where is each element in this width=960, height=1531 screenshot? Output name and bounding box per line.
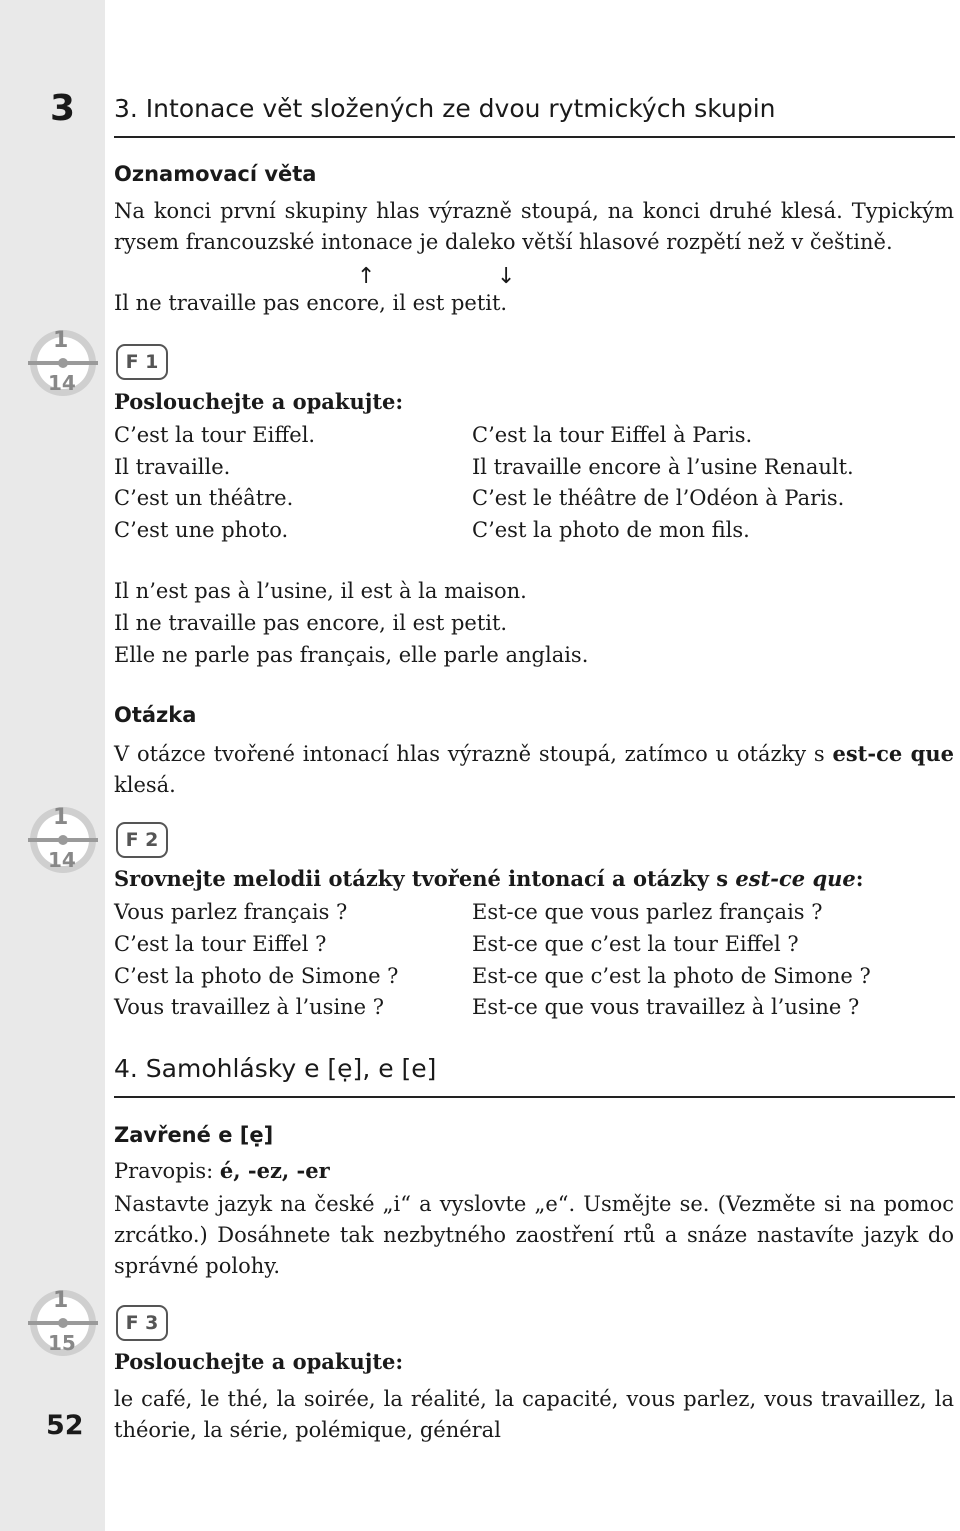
f2-right-item: Est-ce que c’est la photo de Simone ?	[472, 964, 871, 988]
section-4-rule	[114, 1096, 955, 1098]
section-3-rule	[114, 136, 955, 138]
track-label-f2: F 2	[116, 822, 168, 858]
f2-left-item: C’est la photo de Simone ?	[114, 964, 399, 988]
f1-left-item: C’est la tour Eiffel.	[114, 423, 316, 447]
f1-left-item: C’est un théâtre.	[114, 486, 294, 510]
otazka-text-c: klesá.	[114, 773, 176, 797]
f1-right-item: Il travaille encore à l’usine Renault.	[472, 455, 854, 479]
cd-disc-number: 1	[53, 328, 69, 353]
f2-right-item: Est-ce que c’est la tour Eiffel ?	[472, 932, 799, 956]
f3-instruction: Poslouchejte a opakujte:	[114, 1349, 404, 1374]
f2-left-item: Vous travaillez à l’usine ?	[114, 995, 385, 1019]
chapter-number: 3	[50, 88, 76, 129]
zavrene-paragraph: Nastavte jazyk na české „i“ a vyslovte „e“. Usmějte se. (Vezměte si na pomoc zrcátko.) Dosáhnete tak nezbytného zaostření rtů a snáze nastavíte jazyk do správné polohy.	[114, 1192, 954, 1278]
otazka-text-a: V otázce tvořené intonací hlas výrazně stoupá, zatímco u otázky s	[114, 742, 833, 766]
oznamovaci-heading: Oznamovací věta	[114, 162, 317, 186]
f1-extra-item: Il ne travaille pas encore, il est petit.	[114, 611, 508, 635]
f1-extra-item: Elle ne parle pas français, elle parle anglais.	[114, 643, 589, 667]
f2-right-item: Est-ce que vous parlez français ?	[472, 900, 823, 924]
f2-instruction-c: :	[855, 866, 864, 891]
oznamovaci-paragraph: Na konci první skupiny hlas výrazně stoupá, na konci druhé klesá. Typickým rysem francouzské intonace je daleko větší hlasové rozpětí než v češtině.	[114, 199, 954, 254]
arrow-down-icon: ↓	[497, 264, 516, 289]
f2-right-item: Est-ce que vous travaillez à l’usine ?	[472, 995, 860, 1019]
f1-right-item: C’est la tour Eiffel à Paris.	[472, 423, 753, 447]
otazka-heading: Otázka	[114, 703, 197, 727]
f1-left-item: Il travaille.	[114, 455, 231, 479]
f1-right-item: C’est le théâtre de l’Odéon à Paris.	[472, 486, 845, 510]
cd-track-number: 14	[48, 371, 76, 395]
cd-disc-number: 1	[53, 805, 69, 830]
oznamovaci-example: Il ne travaille pas encore, il est petit.	[114, 291, 508, 315]
track-label-f3: F 3	[116, 1305, 168, 1341]
f3-word-list: le café, le thé, la soirée, la réalité, la capacité, vous parlez, vous travaillez, la théorie, la série, polémique, général	[114, 1387, 954, 1442]
arrow-up-icon: ↑	[357, 264, 376, 289]
pravopis-label: Pravopis:	[114, 1159, 220, 1183]
f2-instruction-italic: est-ce que	[735, 866, 856, 891]
cd-track-number: 14	[48, 848, 76, 872]
f1-left-item: C’est une photo.	[114, 518, 289, 542]
cd-track-number: 15	[48, 1331, 76, 1355]
pravopis-value: é, -ez, -er	[219, 1158, 330, 1183]
f2-left-item: Vous parlez français ?	[114, 900, 348, 924]
cd-disc-number: 1	[53, 1288, 69, 1313]
f1-extra-item: Il n’est pas à l’usine, il est à la maison.	[114, 579, 527, 603]
page-number: 52	[46, 1410, 84, 1441]
zavrene-heading: Zavřené e [ẹ]	[114, 1123, 274, 1147]
track-label-f1: F 1	[116, 344, 168, 380]
pravopis-line	[114, 1158, 330, 1183]
section-4-title: 4. Samohlásky e [ẹ], e [e]	[114, 1054, 437, 1083]
otazka-text-bold: est-ce que	[832, 741, 954, 766]
f2-instruction	[114, 866, 864, 891]
otazka-paragraph	[114, 738, 954, 801]
section-3-title: 3. Intonace vět složených ze dvou rytmických skupin	[114, 94, 776, 123]
f1-right-item: C’est la photo de mon fils.	[472, 518, 750, 542]
f2-left-item: C’est la tour Eiffel ?	[114, 932, 327, 956]
f2-instruction-a: Srovnejte melodii otázky tvořené intonací a otázky s	[114, 866, 736, 891]
f1-instruction: Poslouchejte a opakujte:	[114, 389, 404, 414]
